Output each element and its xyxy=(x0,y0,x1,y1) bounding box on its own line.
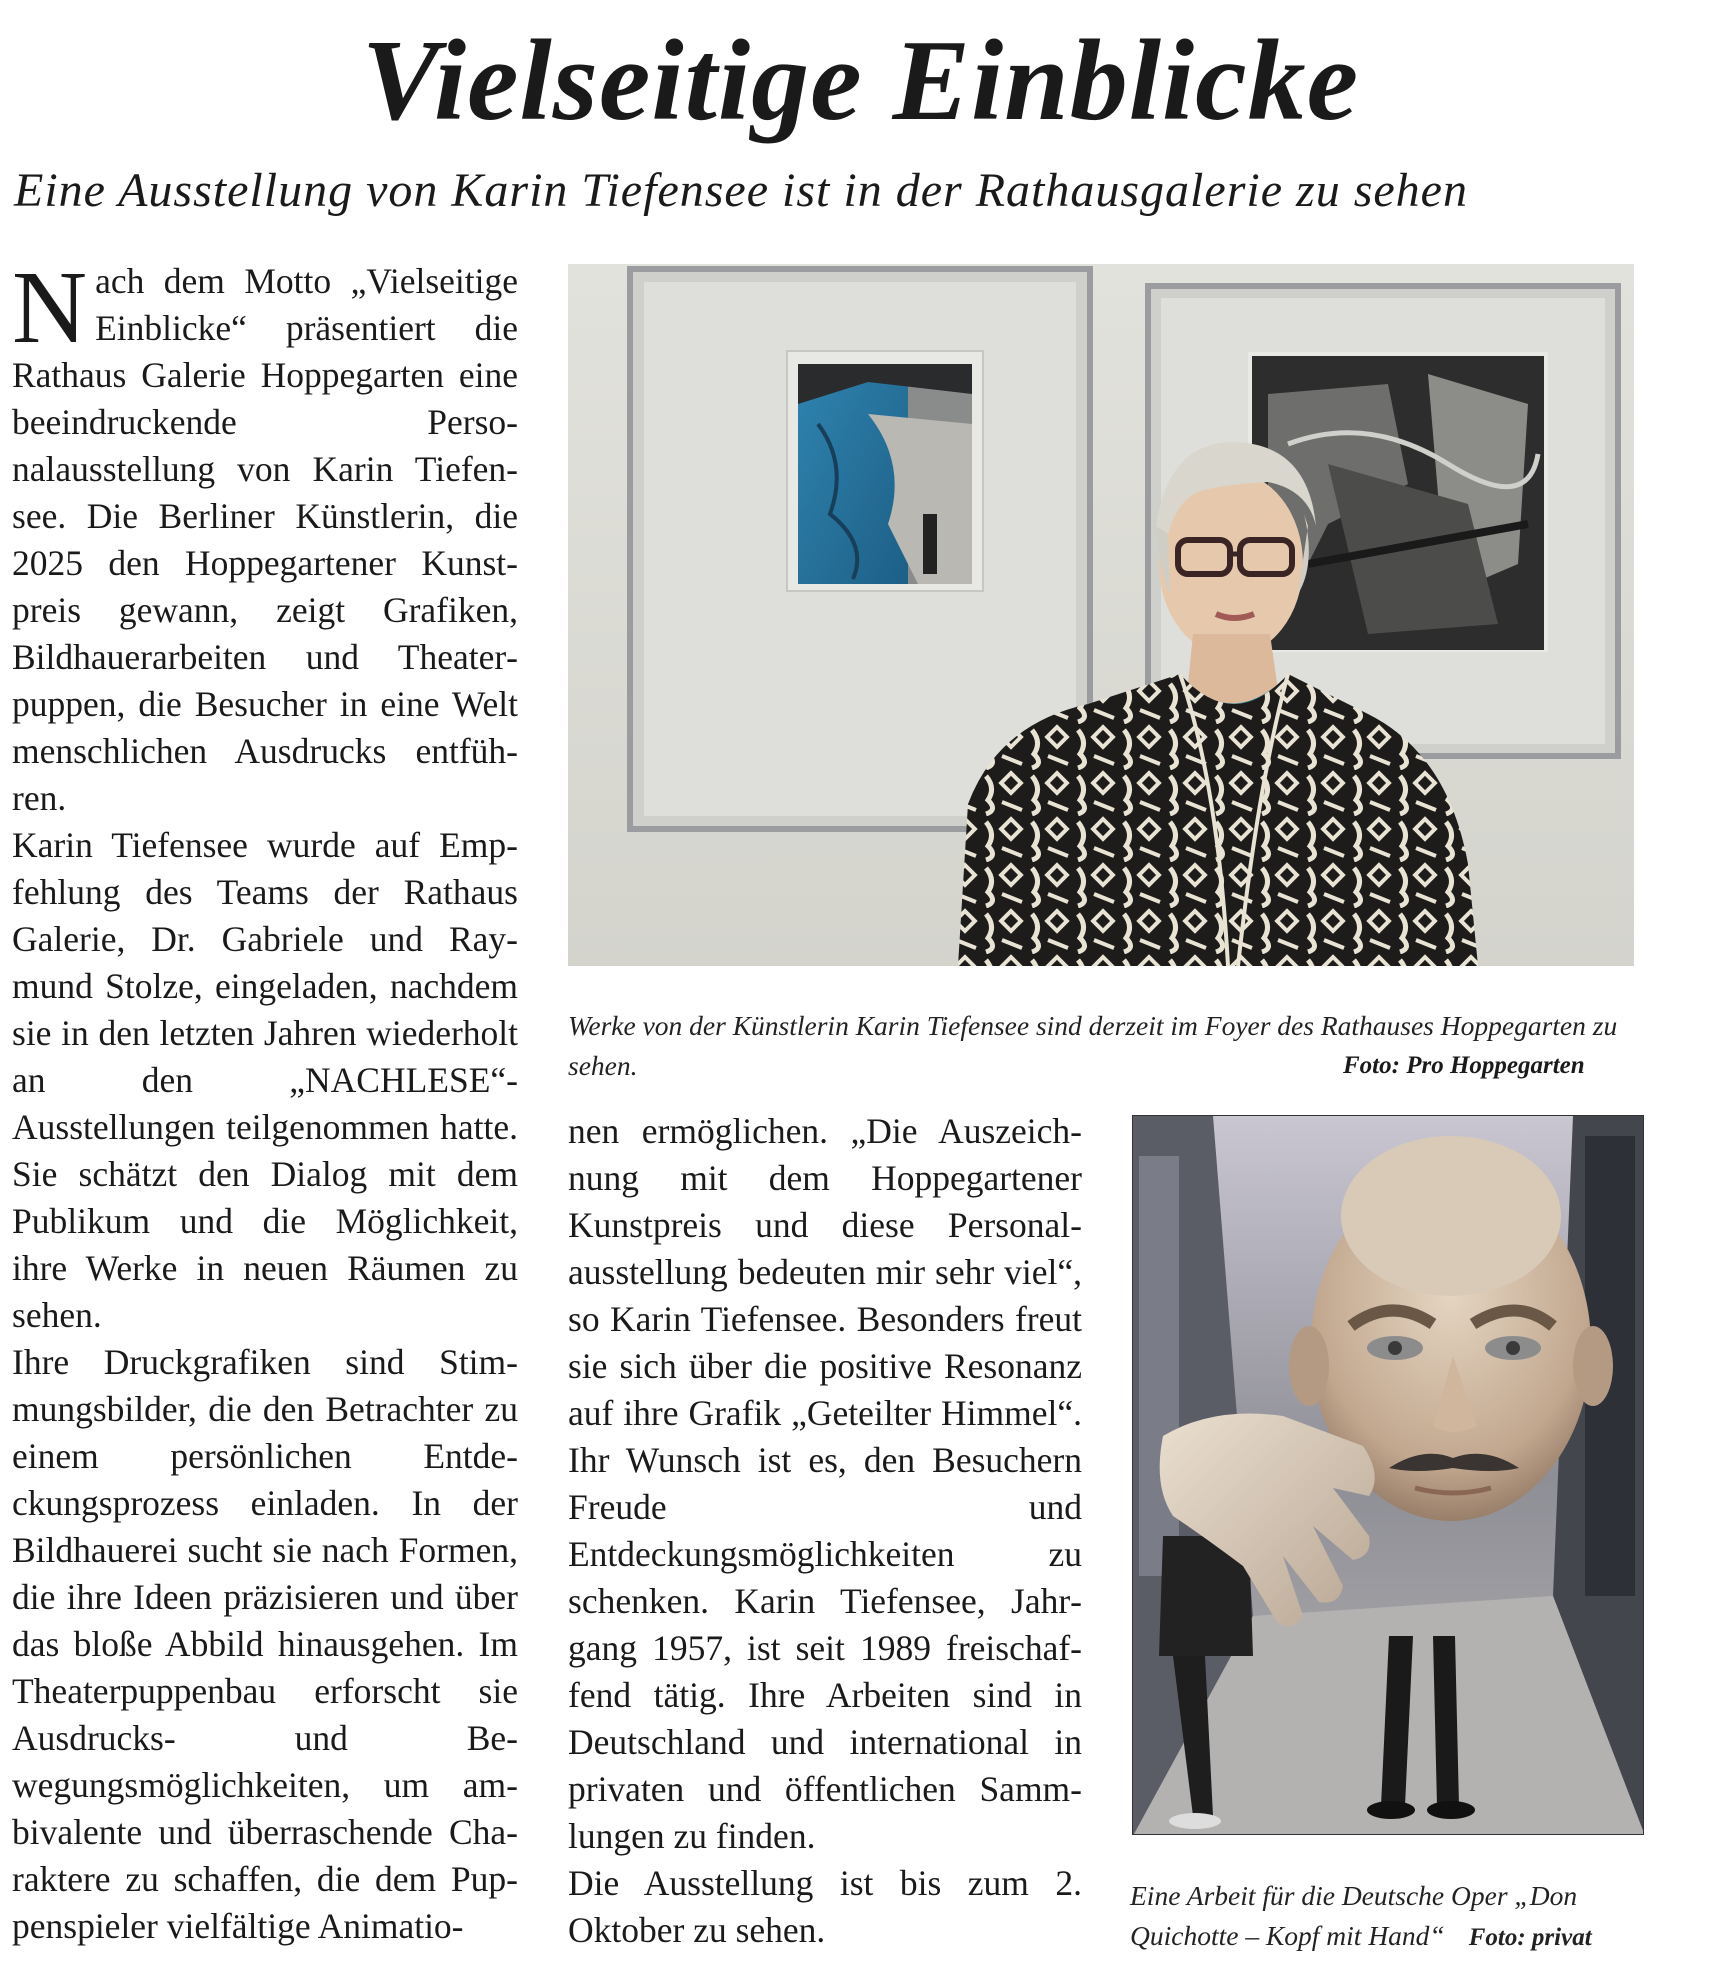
puppet-photo-caption xyxy=(1130,1876,1690,1958)
paragraph-invitation: Karin Tiefensee wurde auf Empfehlung des Teams der Rathaus Galerie, Dr. Gabriele und Raymund Stolze, eingeladen, nachdem sie in den letzten Jahren wiederholt an den „NACHLESE“-Ausstellungen teilgenommen hatte. Sie schätzt den Dialog mit dem Publikum und die Möglichkeit, ihre Werke in neuen Räumen zu sehen. xyxy=(12,825,518,1335)
paragraph-intro-text: ach dem Motto „Vielseitige Einblicke“ präsentiert die Rathaus Galerie Hoppegarten eine beeindruckende Personalausstellung von Karin Tiefensee. Die Berliner Künstlerin, die 2025 den Hoppegartener Kunstpreis gewann, zeigt Grafiken, Bildhauerarbeiten und Theaterpuppen, die Besucher in eine Welt menschlichen Ausdrucks entführen. xyxy=(12,261,518,818)
paragraph-dates: Die Ausstellung ist bis zum 2. Oktober zu sehen. xyxy=(568,1863,1082,1950)
paragraph-works: Ihre Druckgrafiken sind Stimmungsbilder, die den Betrachter zu einem persönlichen Entdeckungsprozess einladen. In der Bildhauerei sucht sie nach Formen, die ihre Ideen präzisieren und über das bloße Abbild hinausgehen. Im Theaterpuppenbau erforscht sie Ausdrucks- und Bewegungsmöglichkeiten, um ambivalente und überraschende Charaktere zu schaffen, die dem Puppenspieler vielfältige Animatio- xyxy=(12,1342,518,1946)
puppet-photo xyxy=(1132,1115,1644,1835)
puppet-photo-credit: Foto: privat xyxy=(1468,1924,1592,1951)
exhibition-photo xyxy=(568,264,1634,966)
headline: Vielseitige Einblicke xyxy=(361,17,1360,145)
puppet-caption-text: Eine Arbeit für die Deutsche Oper „Don Quichotte – Kopf mit Hand“ xyxy=(1130,1880,1578,1951)
subheadline: Eine Ausstellung von Karin Tiefensee ist in der Rathausgalerie zu sehen xyxy=(14,164,1468,217)
text-column-middle xyxy=(568,1108,1082,1954)
drop-cap: N xyxy=(12,250,88,365)
paragraph-quote: nen ermöglichen. „Die Auszeichnung mit dem Hoppegartener Kunstpreis und diese Personalausstellung bedeuten mir sehr viel“, so Karin Tiefensee. Besonders freut sie sich über die positive Resonanz auf ihre Grafik „Geteilter Himmel“. Ihr Wunsch ist es, den Besuchern Freude und Entdeckungsmöglichkeiten zu schenken. Karin Tiefensee, Jahrgang 1957, ist seit 1989 freischaffend tätig. Ihre Arbeiten sind in Deutschland und international in privaten und öffentlichen Sammlungen zu finden. xyxy=(568,1111,1082,1856)
text-column-left xyxy=(12,250,518,1950)
puppet-head-image xyxy=(1133,1116,1644,1835)
main-photo-caption: Werke von der Künstlerin Karin Tiefensee sind derzeit im Foyer des Rathauses Hoppegarten zu sehen. xyxy=(568,1010,1618,1081)
main-photo-credit: Foto: Pro Hoppegarten xyxy=(1343,1052,1585,1079)
paragraph-intro xyxy=(12,250,518,822)
artist-with-prints-image xyxy=(568,264,1634,966)
